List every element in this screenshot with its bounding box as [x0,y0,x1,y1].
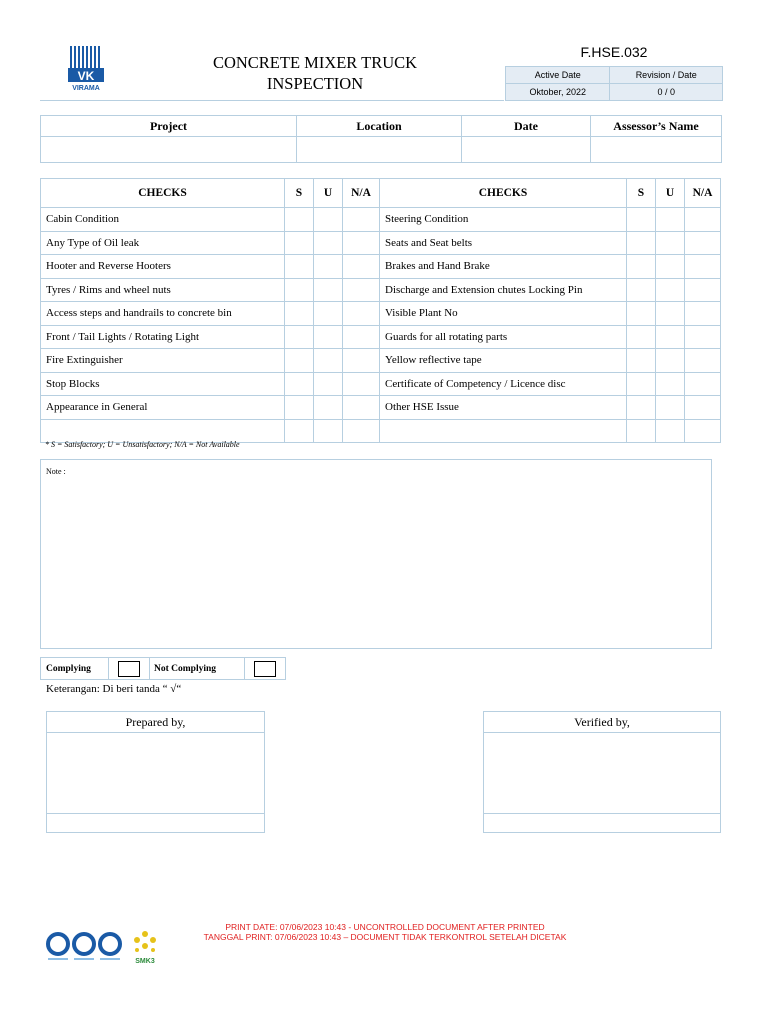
check-s-cell[interactable] [285,302,314,326]
project-table [40,115,722,163]
date-header: Date [462,116,591,137]
check-s-cell[interactable] [285,396,314,420]
smk3-caption: SMK3 [135,958,155,965]
check-s-cell[interactable] [627,278,656,302]
na-header-right: N/A [685,179,721,208]
verified-by-label: Verified by, [484,712,721,733]
table-row [41,372,721,396]
na-header-left: N/A [343,179,380,208]
complying-checkbox[interactable] [118,661,140,677]
check-item-label: Guards for all rotating parts [380,325,627,349]
check-s-cell[interactable] [285,372,314,396]
check-na-cell[interactable] [343,255,380,279]
check-s-cell[interactable] [285,278,314,302]
check-s-cell[interactable] [627,208,656,232]
check-u-cell[interactable] [656,396,685,420]
check-na-cell[interactable] [685,396,721,420]
not-complying-checkbox-cell[interactable] [245,658,286,680]
check-u-cell[interactable] [656,419,685,443]
note-box[interactable] [40,459,712,649]
check-na-cell[interactable] [343,372,380,396]
company-logo [66,44,106,92]
print-notice-line-1: PRINT DATE: 07/06/2023 10:43 - UNCONTROLLED DOCUMENT AFTER PRINTED [225,922,545,932]
print-notice-line-2: TANGGAL PRINT: 07/06/2023 10:43 – DOCUMENT TIDAK TERKONTROL SETELAH DICETAK [203,932,567,942]
complying-table [40,657,286,680]
check-item-label: Other HSE Issue [380,396,627,420]
table-row [41,349,721,373]
s-header-right: S [627,179,656,208]
complying-label: Complying [41,658,109,680]
check-s-cell[interactable] [285,255,314,279]
check-s-cell[interactable] [285,325,314,349]
checks-body [41,208,721,443]
check-s-cell[interactable] [627,419,656,443]
check-item-label [380,419,627,443]
active-date-value: Oktober, 2022 [506,84,610,101]
check-item-label: Access steps and handrails to concrete bin [41,302,285,326]
check-u-cell[interactable] [314,208,343,232]
title-line-1: CONCRETE MIXER TRUCK [212,53,418,72]
not-complying-checkbox[interactable] [254,661,276,677]
project-header: Project [41,116,297,137]
table-row [41,419,721,443]
check-na-cell[interactable] [685,419,721,443]
check-u-cell[interactable] [656,208,685,232]
check-u-cell[interactable] [656,255,685,279]
check-s-cell[interactable] [627,302,656,326]
verified-by-table [483,711,721,833]
check-s-cell[interactable] [285,419,314,443]
verified-by-name-field[interactable] [484,814,721,833]
verified-by-signature-area[interactable] [484,733,721,814]
check-item-label: Seats and Seat belts [380,231,627,255]
check-s-cell[interactable] [627,231,656,255]
check-u-cell[interactable] [656,302,685,326]
check-na-cell[interactable] [343,396,380,420]
u-header-left: U [314,179,343,208]
prepared-by-label: Prepared by, [47,712,265,733]
title-line-2: INSPECTION [266,74,364,93]
check-na-cell[interactable] [343,349,380,373]
date-field[interactable] [462,137,591,163]
assessor-header: Assessor’s Name [591,116,722,137]
table-row [41,255,721,279]
check-item-label: Hooter and Reverse Hooters [41,255,285,279]
check-item-label: Yellow reflective tape [380,349,627,373]
table-row [41,302,721,326]
check-u-cell[interactable] [314,372,343,396]
check-na-cell[interactable] [685,278,721,302]
check-item-label: Appearance in General [41,396,285,420]
location-field[interactable] [297,137,462,163]
complying-checkbox-cell[interactable] [109,658,150,680]
checks-header-right: CHECKS [380,179,627,208]
check-na-cell[interactable] [685,231,721,255]
check-na-cell[interactable] [343,278,380,302]
check-s-cell[interactable] [627,349,656,373]
check-s-cell[interactable] [627,396,656,420]
check-item-label: Cabin Condition [41,208,285,232]
check-s-cell[interactable] [627,255,656,279]
s-header-left: S [285,179,314,208]
print-notice [150,922,620,942]
active-date-label: Active Date [506,67,610,84]
check-na-cell[interactable] [343,208,380,232]
check-item-label: Certificate of Competency / Licence disc [380,372,627,396]
check-item-label: Stop Blocks [41,372,285,396]
check-item-label: Discharge and Extension chutes Locking Pin [380,278,627,302]
check-na-cell[interactable] [343,302,380,326]
check-s-cell[interactable] [627,372,656,396]
check-s-cell[interactable] [627,325,656,349]
check-u-cell[interactable] [656,278,685,302]
check-item-label: Visible Plant No [380,302,627,326]
not-complying-label: Not Complying [150,658,245,680]
checks-legend: * S = Satisfactory; U = Unsatisfactory; N/A = Not Available [45,440,240,449]
logo-text: VK [77,69,95,83]
prepared-by-signature-area[interactable] [47,733,265,814]
check-na-cell[interactable] [685,372,721,396]
check-u-cell[interactable] [656,349,685,373]
check-item-label: Tyres / Rims and wheel nuts [41,278,285,302]
header-divider [130,100,504,101]
check-na-cell[interactable] [343,419,380,443]
revision-value: 0 / 0 [610,84,723,101]
document-code: F.HSE.032 [580,44,648,60]
check-u-cell[interactable] [656,231,685,255]
check-u-cell[interactable] [314,278,343,302]
table-row [41,278,721,302]
check-u-cell[interactable] [656,372,685,396]
logo-subtext: VIRAMA [72,85,100,92]
check-u-cell[interactable] [314,396,343,420]
check-item-label: Any Type of Oil leak [41,231,285,255]
check-s-cell[interactable] [285,208,314,232]
checks-header-left: CHECKS [41,179,285,208]
checks-table [40,178,721,443]
project-field[interactable] [41,137,297,163]
check-na-cell[interactable] [685,302,721,326]
revision-table [505,66,723,101]
check-item-label: Steering Condition [380,208,627,232]
check-u-cell[interactable] [314,419,343,443]
check-na-cell[interactable] [343,231,380,255]
check-item-label: Front / Tail Lights / Rotating Light [41,325,285,349]
check-u-cell[interactable] [314,325,343,349]
check-na-cell[interactable] [685,208,721,232]
check-item-label [41,419,285,443]
header-divider [40,100,130,101]
keterangan-text: Keterangan: Di beri tanda “ √“ [46,683,182,695]
table-row [41,325,721,349]
check-na-cell[interactable] [685,349,721,373]
document-title [160,52,470,94]
table-row [41,231,721,255]
check-na-cell[interactable] [343,325,380,349]
table-row [41,396,721,420]
check-item-label: Fire Extinguisher [41,349,285,373]
location-header: Location [297,116,462,137]
check-na-cell[interactable] [685,255,721,279]
check-s-cell[interactable] [285,349,314,373]
check-u-cell[interactable] [314,255,343,279]
check-item-label: Brakes and Hand Brake [380,255,627,279]
check-u-cell[interactable] [314,349,343,373]
check-na-cell[interactable] [685,325,721,349]
u-header-right: U [656,179,685,208]
check-u-cell[interactable] [314,302,343,326]
revision-label: Revision / Date [610,67,723,84]
check-u-cell[interactable] [656,325,685,349]
table-row [41,208,721,232]
prepared-by-table [46,711,265,833]
prepared-by-name-field[interactable] [47,814,265,833]
note-label: Note : [46,467,66,476]
check-u-cell[interactable] [314,231,343,255]
assessor-field[interactable] [591,137,722,163]
check-s-cell[interactable] [285,231,314,255]
